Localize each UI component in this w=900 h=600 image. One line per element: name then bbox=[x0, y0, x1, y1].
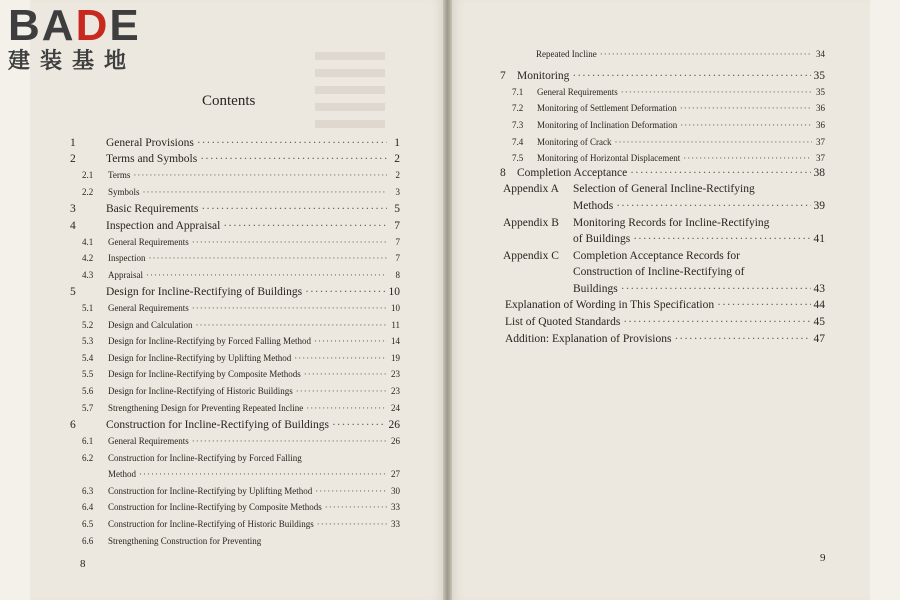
toc-entry-title: Completion Acceptance bbox=[517, 167, 628, 179]
toc-entry bbox=[82, 386, 400, 396]
toc-entry-number: 4.3 bbox=[82, 270, 94, 280]
toc-entry bbox=[512, 120, 825, 130]
toc-entry-number: 7 bbox=[500, 70, 506, 82]
toc-entry-number: 2.1 bbox=[82, 170, 94, 180]
toc-entry bbox=[82, 170, 400, 180]
toc-entry bbox=[503, 217, 825, 229]
toc-entry-page: 33 bbox=[391, 519, 400, 529]
toc-dot-leader bbox=[201, 203, 387, 215]
toc-entry-title: Appraisal bbox=[108, 270, 143, 280]
toc-entry bbox=[70, 286, 400, 298]
toc-entry bbox=[82, 253, 400, 263]
toc-entry-title: Construction for Incline-Rectifying by Uplifting Method bbox=[108, 486, 313, 496]
toc-entry-page: 2 bbox=[395, 170, 400, 180]
toc-entry-number: 6.5 bbox=[82, 519, 94, 529]
toc-entry-title: Design for Incline-Rectifying of Buildings bbox=[106, 286, 303, 298]
toc-entry-number: 2.2 bbox=[82, 187, 94, 197]
toc-entry-number: 6.6 bbox=[82, 536, 94, 546]
toc-entry-page: 44 bbox=[813, 299, 825, 311]
toc-entry-title: Repeated Incline bbox=[536, 49, 597, 59]
toc-dot-leader bbox=[315, 486, 387, 496]
toc-entry bbox=[573, 283, 825, 295]
toc-dot-leader bbox=[615, 137, 813, 147]
toc-dot-leader bbox=[305, 286, 385, 298]
toc-entry-number: 5.1 bbox=[82, 303, 94, 313]
toc-entry-page: 24 bbox=[391, 403, 400, 413]
toc-entry-title: Selection of General Incline-Rectifying bbox=[573, 183, 755, 195]
toc-dot-leader bbox=[149, 253, 388, 263]
toc-entry-page: 7 bbox=[395, 253, 400, 263]
toc-entry bbox=[512, 137, 825, 147]
book-gutter bbox=[443, 0, 452, 600]
toc-entry-title: General Provisions bbox=[106, 137, 194, 149]
toc-entry-page: 34 bbox=[816, 49, 825, 59]
toc-dot-leader bbox=[200, 153, 387, 165]
toc-entry bbox=[70, 203, 400, 215]
logo-wordmark: BADE bbox=[8, 1, 141, 50]
toc-entry bbox=[70, 220, 400, 232]
toc-entry-title: General Requirements bbox=[108, 303, 189, 313]
toc-entry-number: 5 bbox=[70, 286, 76, 298]
toc-dot-leader bbox=[296, 386, 387, 396]
toc-entry-title: Methods bbox=[573, 200, 614, 212]
toc-entry-page: 7 bbox=[394, 220, 400, 232]
toc-entry bbox=[82, 436, 400, 446]
toc-entry bbox=[82, 453, 400, 463]
toc-entry-title: List of Quoted Standards bbox=[505, 316, 621, 328]
toc-dot-leader bbox=[197, 137, 387, 149]
toc-entry bbox=[82, 237, 400, 247]
toc-dot-leader bbox=[332, 419, 386, 431]
toc-entry-number: Appendix C bbox=[503, 250, 559, 262]
toc-entry-page: 10 bbox=[391, 303, 400, 313]
toc-entry-title: Construction for Incline-Rectifying by Forced Falling bbox=[108, 453, 302, 463]
toc-entry-number: 7.4 bbox=[512, 137, 524, 147]
toc-dot-leader bbox=[680, 103, 812, 113]
toc-entry-title: Inspection and Appraisal bbox=[106, 220, 221, 232]
toc-entry-number: 6.3 bbox=[82, 486, 94, 496]
toc-entry-title: Terms bbox=[108, 170, 131, 180]
toc-entry-page: 5 bbox=[394, 203, 400, 215]
toc-entry bbox=[512, 153, 825, 163]
toc-dot-leader bbox=[317, 519, 387, 529]
toc-entry-title: Design for Incline-Rectifying by Forced Falling Method bbox=[108, 336, 311, 346]
toc-entry bbox=[500, 167, 825, 179]
toc-entry-page: 3 bbox=[395, 187, 400, 197]
toc-entry-number: 4 bbox=[70, 220, 76, 232]
toc-dot-leader bbox=[304, 369, 387, 379]
toc-entry bbox=[82, 469, 400, 479]
toc-entry-page: 35 bbox=[816, 87, 825, 97]
toc-entry bbox=[503, 250, 825, 262]
toc-entry bbox=[70, 137, 400, 149]
toc-dot-leader bbox=[683, 153, 812, 163]
toc-entry-title: Buildings bbox=[573, 283, 618, 295]
toc-entry-page: 11 bbox=[391, 320, 400, 330]
toc-entry-number: 1 bbox=[70, 137, 76, 149]
toc-entry bbox=[82, 353, 400, 363]
toc-entry-title: Design for Incline-Rectifying by Uplifting Method bbox=[108, 353, 292, 363]
toc-entry bbox=[505, 299, 825, 311]
toc-entry-title: Symbols bbox=[108, 187, 140, 197]
toc-entry-number: 5.2 bbox=[82, 320, 94, 330]
toc-entry-page: 1 bbox=[394, 137, 400, 149]
toc-entry-page: 45 bbox=[813, 316, 825, 328]
toc-entry-number: 4.1 bbox=[82, 237, 94, 247]
toc-entry bbox=[505, 316, 825, 328]
toc-entry-title: General Requirements bbox=[108, 237, 189, 247]
toc-entry-page: 26 bbox=[388, 419, 400, 431]
toc-entry-page: 47 bbox=[813, 333, 825, 345]
toc-dot-leader bbox=[325, 502, 387, 512]
toc-entry-number: 6.1 bbox=[82, 436, 94, 446]
toc-entry-page: 23 bbox=[391, 369, 400, 379]
toc-entry-page: 7 bbox=[395, 237, 400, 247]
toc-dot-leader bbox=[192, 237, 387, 247]
toc-dot-leader bbox=[572, 70, 810, 82]
toc-entry bbox=[505, 333, 825, 345]
toc-entry bbox=[82, 403, 400, 413]
toc-entry bbox=[500, 70, 825, 82]
toc-dot-leader bbox=[192, 303, 387, 313]
toc-entry-number: Appendix A bbox=[503, 183, 559, 195]
toc-entry-number: 2 bbox=[70, 153, 76, 165]
toc-entry-page: 33 bbox=[391, 502, 400, 512]
toc-entry bbox=[82, 303, 400, 313]
toc-dot-leader bbox=[133, 170, 387, 180]
toc-entry-page: 23 bbox=[391, 386, 400, 396]
toc-dot-leader bbox=[143, 187, 387, 197]
toc-entry bbox=[82, 270, 400, 280]
toc-entry bbox=[82, 502, 400, 512]
toc-entry-number: 8 bbox=[500, 167, 506, 179]
toc-entry-page: 37 bbox=[816, 153, 825, 163]
toc-entry-title: Design for Incline-Rectifying by Composite Methods bbox=[108, 369, 301, 379]
toc-entry-number: 5.4 bbox=[82, 353, 94, 363]
toc-entry-page: 36 bbox=[816, 103, 825, 113]
toc-entry-page: 37 bbox=[816, 137, 825, 147]
toc-entry-title: Monitoring of Horizontal Displacement bbox=[537, 153, 681, 163]
toc-entry-title: of Buildings bbox=[573, 233, 631, 245]
toc-entry-title: Completion Acceptance Records for bbox=[573, 250, 741, 262]
toc-dot-leader bbox=[294, 353, 387, 363]
toc-dot-leader bbox=[195, 320, 387, 330]
toc-entry-number: 4.2 bbox=[82, 253, 94, 263]
toc-entry-title: Inspection bbox=[108, 253, 146, 263]
toc-entry-title: Monitoring of Inclination Deformation bbox=[537, 120, 678, 130]
toc-entry-number: Appendix B bbox=[503, 217, 559, 229]
toc-entry-number: 6 bbox=[70, 419, 76, 431]
toc-entry-number: 3 bbox=[70, 203, 76, 215]
toc-dot-leader bbox=[192, 436, 387, 446]
toc-dot-leader bbox=[630, 167, 810, 179]
toc-entry-number: 7.2 bbox=[512, 103, 524, 113]
toc-dot-leader bbox=[314, 336, 387, 346]
toc-entry bbox=[82, 320, 400, 330]
toc-entry-number: 7.3 bbox=[512, 120, 524, 130]
toc-entry bbox=[82, 187, 400, 197]
toc-entry-page: 8 bbox=[395, 270, 400, 280]
toc-entry bbox=[573, 200, 825, 212]
toc-entry-page: 38 bbox=[813, 167, 825, 179]
toc-entry-title: Method bbox=[108, 469, 136, 479]
toc-entry-title: Monitoring Records for Incline-Rectifying bbox=[573, 217, 770, 229]
toc-entry-page: 36 bbox=[816, 120, 825, 130]
toc-dot-leader bbox=[223, 220, 387, 232]
toc-entry bbox=[70, 419, 400, 431]
toc-entry-page: 39 bbox=[813, 200, 825, 212]
toc-entry-title: General Requirements bbox=[537, 87, 618, 97]
toc-dot-leader bbox=[621, 87, 812, 97]
toc-entry-title: Monitoring of Settlement Deformation bbox=[537, 103, 677, 113]
toc-dot-leader bbox=[306, 403, 387, 413]
toc-dot-leader bbox=[616, 200, 810, 212]
bleed-through-text bbox=[315, 52, 385, 137]
toc-entry-title: Construction for Incline-Rectifying of Historic Buildings bbox=[108, 519, 314, 529]
left-page-number: 8 bbox=[80, 558, 86, 570]
toc-entry-number: 5.6 bbox=[82, 386, 94, 396]
toc-dot-leader bbox=[680, 120, 812, 130]
toc-entry-number: 7.5 bbox=[512, 153, 524, 163]
toc-entry bbox=[536, 49, 825, 59]
toc-entry-title: Construction for Incline-Rectifying of Buildings bbox=[106, 419, 329, 431]
toc-entry-title: Addition: Explanation of Provisions bbox=[505, 333, 672, 345]
toc-entry bbox=[573, 233, 825, 245]
toc-entry bbox=[70, 153, 400, 165]
toc-entry-page: 27 bbox=[391, 469, 400, 479]
toc-dot-leader bbox=[139, 469, 387, 479]
toc-entry-title: Basic Requirements bbox=[106, 203, 199, 215]
toc-entry-title: Construction of Incline-Rectifying of bbox=[573, 266, 745, 278]
toc-dot-leader bbox=[633, 233, 810, 245]
toc-entry-number: 5.3 bbox=[82, 336, 94, 346]
toc-entry bbox=[512, 103, 825, 113]
toc-entry-title: Terms and Symbols bbox=[106, 153, 198, 165]
toc-entry-title: Strengthening Construction for Preventing bbox=[108, 536, 262, 546]
toc-entry-page: 14 bbox=[391, 336, 400, 346]
toc-entry-title: Monitoring bbox=[517, 70, 570, 82]
toc-entry-title: Monitoring of Crack bbox=[537, 137, 612, 147]
toc-entry-title: Construction for Incline-Rectifying by Composite Methods bbox=[108, 502, 322, 512]
toc-entry bbox=[503, 183, 825, 195]
toc-dot-leader bbox=[623, 316, 810, 328]
toc-entry-number: 5.7 bbox=[82, 403, 94, 413]
toc-entry-page: 26 bbox=[391, 436, 400, 446]
toc-entry bbox=[573, 266, 825, 278]
contents-title: Contents bbox=[202, 93, 256, 109]
toc-entry-title: General Requirements bbox=[108, 436, 189, 446]
logo-chinese-text: 建装基地 bbox=[8, 49, 137, 74]
toc-entry-page: 35 bbox=[813, 70, 825, 82]
right-page-number: 9 bbox=[820, 552, 826, 564]
toc-entry-page: 2 bbox=[394, 153, 400, 165]
watermark-logo bbox=[8, 1, 178, 84]
toc-dot-leader bbox=[146, 270, 387, 280]
toc-dot-leader bbox=[674, 333, 810, 345]
toc-entry-number: 5.5 bbox=[82, 369, 94, 379]
toc-entry-number: 7.1 bbox=[512, 87, 524, 97]
toc-entry bbox=[82, 519, 400, 529]
toc-entry bbox=[82, 486, 400, 496]
toc-entry-page: 19 bbox=[391, 353, 400, 363]
toc-entry-page: 10 bbox=[388, 286, 400, 298]
toc-entry-title: Explanation of Wording in This Specification bbox=[505, 299, 715, 311]
toc-dot-leader bbox=[717, 299, 810, 311]
toc-entry bbox=[82, 536, 400, 546]
toc-entry-title: Design for Incline-Rectifying of Historic Buildings bbox=[108, 386, 293, 396]
toc-entry bbox=[82, 336, 400, 346]
toc-entry bbox=[512, 87, 825, 97]
toc-entry-title: Strengthening Design for Preventing Repeated Incline bbox=[108, 403, 304, 413]
toc-entry-page: 43 bbox=[813, 283, 825, 295]
toc-dot-leader bbox=[600, 49, 812, 59]
toc-entry-title: Design and Calculation bbox=[108, 320, 193, 330]
toc-entry bbox=[82, 369, 400, 379]
toc-dot-leader bbox=[621, 283, 811, 295]
toc-entry-number: 6.2 bbox=[82, 453, 94, 463]
toc-entry-page: 41 bbox=[813, 233, 825, 245]
toc-entry-number: 6.4 bbox=[82, 502, 94, 512]
toc-entry-page: 30 bbox=[391, 486, 400, 496]
